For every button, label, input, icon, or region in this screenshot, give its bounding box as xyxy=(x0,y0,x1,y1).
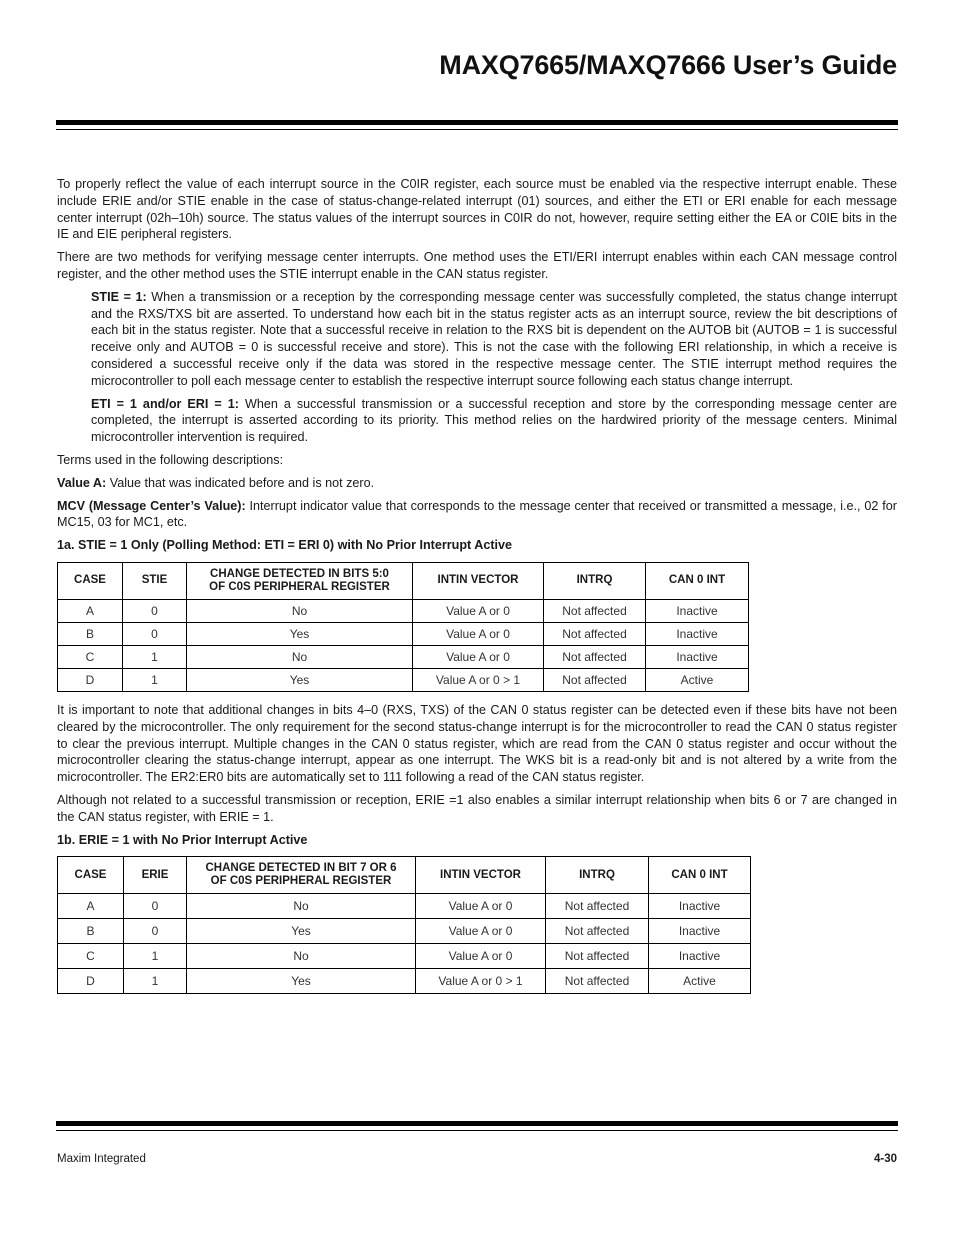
col-header-change-detected xyxy=(187,562,413,599)
col-header-erie: ERIE xyxy=(124,857,187,894)
cell-change: Yes xyxy=(187,622,413,645)
cell-erie: 1 xyxy=(124,969,187,994)
mcv-text: Interrupt indicator value that corresponds to the message center that received or transmitted a message, i.e., 02 for MC15, 03 for MC1, etc. xyxy=(57,498,897,530)
col-header-stie: STIE xyxy=(123,562,187,599)
cell-intin: Value A or 0 > 1 xyxy=(413,668,544,691)
paragraph-stie xyxy=(91,289,897,390)
page-title: MAXQ7665/MAXQ7666 User’s Guide xyxy=(439,50,897,80)
cell-intin: Value A or 0 xyxy=(413,622,544,645)
paragraph-value-a xyxy=(57,475,897,492)
table-row xyxy=(58,969,751,994)
cell-stie: 0 xyxy=(123,622,187,645)
cell-can0int: Inactive xyxy=(646,622,749,645)
cell-intin: Value A or 0 xyxy=(416,919,546,944)
cell-can0int: Inactive xyxy=(649,944,751,969)
footer-company: Maxim Integrated xyxy=(57,1153,146,1165)
footer-rule-thin xyxy=(56,1130,898,1131)
col-header-intin-vector: INTIN VECTOR xyxy=(416,857,546,894)
cell-case: B xyxy=(58,919,124,944)
cell-case: D xyxy=(58,668,123,691)
cell-intin: Value A or 0 xyxy=(416,894,546,919)
paragraph-two-methods: There are two methods for verifying message center interrupts. One method uses the ETI/ERI interrupt enables within each CAN message control register, and the other method uses the STIE interrupt enable in the CAN status register. xyxy=(57,250,897,281)
table2-heading: 1b. ERIE = 1 with No Prior Interrupt Active xyxy=(57,832,308,847)
mcv-label: MCV (Message Center’s Value): xyxy=(57,498,246,513)
eti-label: ETI = 1 and/or ERI = 1: xyxy=(91,396,239,411)
table-row xyxy=(58,944,751,969)
cell-intin: Value A or 0 xyxy=(413,645,544,668)
cell-case: D xyxy=(58,969,124,994)
page-number: 4-30 xyxy=(873,1153,897,1165)
cell-case: B xyxy=(58,622,123,645)
stie-label: STIE = 1: xyxy=(91,289,147,304)
value-a-text: Value that was indicated before and is not zero. xyxy=(106,475,375,490)
cell-change: Yes xyxy=(187,668,413,691)
col-header-change-detected xyxy=(187,857,416,894)
cell-case: C xyxy=(58,645,123,668)
cell-can0int: Inactive xyxy=(646,645,749,668)
value-a-label: Value A: xyxy=(57,475,107,490)
table-row xyxy=(58,668,749,691)
eti-text: When a successful transmission or a successful reception and store by the corresponding message center are completed, the interrupt is asserted according to its priority. This method relies on the hardwired priority of the message centers. Minimal microcontroller intervention is required. xyxy=(91,396,897,445)
col-header-can0-int: CAN 0 INT xyxy=(649,857,751,894)
col-header-intrq: INTRQ xyxy=(544,562,646,599)
table-row xyxy=(58,645,749,668)
header-rule-thin xyxy=(56,129,898,130)
cell-intrq: Not affected xyxy=(546,969,649,994)
col-header-line1: CHANGE DETECTED IN BITS 5:0 xyxy=(210,567,389,580)
cell-change: No xyxy=(187,599,413,622)
table-stie-polling xyxy=(57,562,749,692)
stie-text: When a transmission or a reception by the corresponding message center was successfully completed, the status change interrupt and the RXS/TXS bit are asserted. To understand how each bit in the status register acts as an interrupt source, review the bit descriptions of each bit in the status register. Note that a successful receive in relation to the RXS bit is dependent on the AUTOB bit (AUTOB = 1 is successful receive only and AUTOB = 0 is successful receive and store). This is not the case with the following ERI relationship, in which a receive is considered a successful receive only if the data was stored in the respective message center. The STIE interrupt method requires the microcontroller to poll each message center to establish the respective interrupt source following each status change interrupt. xyxy=(91,289,897,388)
cell-can0int: Inactive xyxy=(649,919,751,944)
cell-intin: Value A or 0 xyxy=(413,599,544,622)
cell-can0int: Inactive xyxy=(646,599,749,622)
table-row xyxy=(58,919,751,944)
paragraph-terms: Terms used in the following descriptions: xyxy=(57,452,284,467)
cell-can0int: Inactive xyxy=(649,894,751,919)
cell-erie: 0 xyxy=(124,919,187,944)
table1-heading: 1a. STIE = 1 Only (Polling Method: ETI = ERI 0) with No Prior Interrupt Active xyxy=(57,538,513,553)
header-rule-thick xyxy=(56,120,898,125)
col-header-intrq: INTRQ xyxy=(546,857,649,894)
col-header-can0-int: CAN 0 INT xyxy=(646,562,749,599)
page-body xyxy=(57,176,897,1004)
cell-intin: Value A or 0 > 1 xyxy=(416,969,546,994)
cell-intrq: Not affected xyxy=(546,919,649,944)
cell-stie: 0 xyxy=(123,599,187,622)
table-header-row xyxy=(58,857,751,894)
cell-can0int: Active xyxy=(646,668,749,691)
cell-erie: 0 xyxy=(124,894,187,919)
cell-change: No xyxy=(187,894,416,919)
cell-change: Yes xyxy=(187,919,416,944)
col-header-line1: CHANGE DETECTED IN BIT 7 OR 6 xyxy=(205,862,397,875)
cell-can0int: Active xyxy=(649,969,751,994)
paragraph-erie: Although not related to a successful transmission or reception, ERIE =1 also enables a similar interrupt relationship when bits 6 or 7 are changed in the CAN status register, with ERIE = 1. xyxy=(57,792,897,824)
cell-case: C xyxy=(58,944,124,969)
paragraph-mcv xyxy=(57,498,897,532)
cell-stie: 1 xyxy=(123,668,187,691)
cell-intrq: Not affected xyxy=(544,599,646,622)
col-header-case: CASE xyxy=(58,562,123,599)
cell-stie: 1 xyxy=(123,645,187,668)
cell-intrq: Not affected xyxy=(544,645,646,668)
cell-intrq: Not affected xyxy=(546,894,649,919)
table-erie xyxy=(57,856,751,994)
table-header-row xyxy=(58,562,749,599)
paragraph-eti-eri xyxy=(91,396,897,446)
cell-case: A xyxy=(58,599,123,622)
cell-case: A xyxy=(58,894,124,919)
col-header-line2: OF C0S PERIPHERAL REGISTER xyxy=(210,875,392,888)
table-row xyxy=(58,599,749,622)
cell-erie: 1 xyxy=(124,944,187,969)
cell-intrq: Not affected xyxy=(546,944,649,969)
paragraph-enable-sources: To properly reflect the value of each interrupt source in the C0IR register, each source must be enabled via the respective interrupt enable. These include ERIE and/or STIE enable in the case of status-change-related interrupt (01) sources, and either the ETI or ERI enable for each message center interrupt (02h–10h) source. The status values of the interrupt sources in C0IR do not, however, require setting either the EA or C0IE bits in the IE and EIE peripheral registers. xyxy=(57,177,897,242)
table-row xyxy=(58,894,751,919)
col-header-line2: OF C0S PERIPHERAL REGISTER xyxy=(209,580,390,593)
cell-intrq: Not affected xyxy=(544,622,646,645)
col-header-case: CASE xyxy=(58,857,124,894)
cell-change: No xyxy=(187,944,416,969)
cell-change: No xyxy=(187,645,413,668)
footer-rule-thick xyxy=(56,1121,898,1126)
col-header-intin-vector: INTIN VECTOR xyxy=(413,562,544,599)
cell-intin: Value A or 0 xyxy=(416,944,546,969)
cell-intrq: Not affected xyxy=(544,668,646,691)
cell-change: Yes xyxy=(187,969,416,994)
paragraph-additional-changes: It is important to note that additional changes in bits 4–0 (RXS, TXS) of the CAN 0 status register can be detected even if these bits have not been cleared by the microcontroller. The only requirement for the second status-change interrupt is for the microcontroller to read the CAN 0 status register to clear the previous interrupt. Multiple changes in the CAN 0 status register, which are read from the CAN 0 status register and occur without the microcontroller clearing the status-change interrupt, appear as one interrupt. The WKS bit is a read-only bit and is not altered by a write from the microcontroller. The ER2:ER0 bits are automatically set to 111 following a read of the CAN status register. xyxy=(57,702,897,785)
table-row xyxy=(58,622,749,645)
